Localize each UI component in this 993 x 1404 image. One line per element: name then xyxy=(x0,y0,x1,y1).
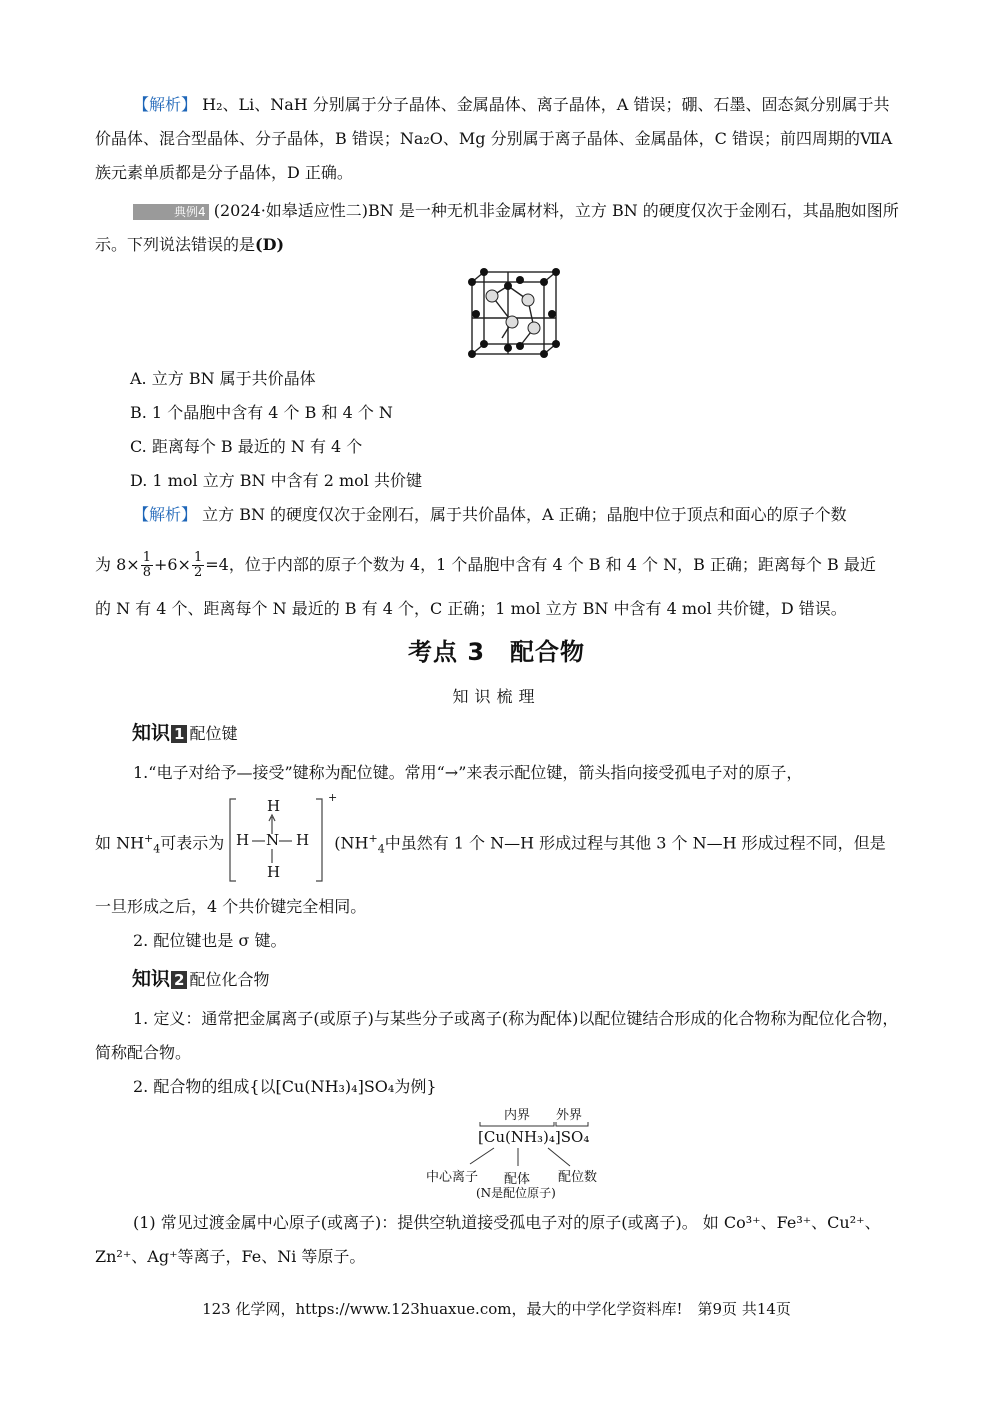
option-b: B. 1 个晶胞中含有 4 个 B 和 4 个 N xyxy=(130,403,393,422)
knowledge-1-p3: 一旦形成之后，4 个共价键完全相同。 xyxy=(95,897,367,916)
knowledge-2-p3: (1) 常见过渡金属中心原子(或离子)：提供空轨道接受孤电子对的原子(或离子)。 如 Co³⁺、Fe³⁺、Cu²⁺、Zn²⁺、Ag⁺等离子，Fe、Ni 等原子。 xyxy=(95,1213,881,1266)
knowledge-2-heading xyxy=(132,964,269,991)
example-text: (2024·如皋适应性二)BN 是一种无机非金属材料，立方 BN 的硬度仅次于金刚石，其晶胞如图所示。下列说法错误的是 xyxy=(95,201,899,254)
ion-charge: + xyxy=(144,832,154,845)
example-badge: 典例4 xyxy=(133,204,209,220)
knowledge-label: 知识 xyxy=(132,968,171,990)
central-ion-label: 中心离子 xyxy=(426,1170,479,1185)
analysis-tag: 【解析】 xyxy=(133,505,198,524)
knowledge-1-p1: 1.“电子对给予—接受”键称为配位键。常用“→”来表示配位键，箭头指向接受孤电子对的原子， xyxy=(133,763,803,782)
fraction-1-8 xyxy=(141,551,153,580)
formula-part: 为 8× xyxy=(95,555,140,574)
analysis-paragraph-2-line3: 的 N 有 4 个、距离每个 N 最近的 B 有 4 个，C 正确；1 mol 立方 BN 中含有 4 mol 共价键，D 错误。 xyxy=(95,599,847,618)
numerator: 1 xyxy=(142,550,151,565)
ion-charge: + xyxy=(368,832,378,845)
analysis-text: 立方 BN 的硬度仅次于金刚石，属于共价晶体，A 正确；晶胞中位于顶点和面心的原子个数 xyxy=(202,505,847,524)
atom-h-bottom: H xyxy=(267,863,281,881)
complex-formula: [Cu(NH₃)₄]SO₄ xyxy=(478,1128,590,1146)
knowledge-number: 2 xyxy=(171,971,187,989)
option-a: A. 立方 BN 属于共价晶体 xyxy=(130,369,316,388)
knowledge-title: 配位键 xyxy=(189,724,238,743)
ligand-label: 配体 xyxy=(504,1172,531,1187)
charge-plus: + xyxy=(328,791,338,804)
ammonium-structure xyxy=(228,791,338,883)
inner-sphere-label: 内界 xyxy=(504,1108,531,1123)
analysis-paragraph-1 xyxy=(95,88,905,190)
knowledge-number: 1 xyxy=(171,725,187,743)
text: 可表示为 xyxy=(160,833,225,853)
outer-sphere-label: 外界 xyxy=(556,1108,583,1123)
coordinating-atom-note: (N是配位原子) xyxy=(476,1186,556,1200)
option-d: D. 1 mol 立方 BN 中含有 2 mol 共价键 xyxy=(130,471,422,490)
page-footer: 123 化学网，https://www.123huaxue.com，最大的中学化学资料库! 第9页 共14页 xyxy=(202,1300,791,1318)
numerator: 1 xyxy=(193,550,203,565)
section-title: 考点 3 配合物 xyxy=(407,638,586,666)
analysis-paragraph-2-line1 xyxy=(95,498,905,532)
formula-part: +6× xyxy=(153,555,191,574)
knowledge-title: 配位化合物 xyxy=(189,970,270,989)
knowledge-1-p2 xyxy=(95,822,905,867)
coordination-number-label: 配位数 xyxy=(558,1170,598,1185)
fraction-1-2 xyxy=(192,551,204,580)
atom-n-center: N xyxy=(266,831,280,849)
analysis-paragraph-2-line2 xyxy=(95,548,905,582)
knowledge-label: 知识 xyxy=(132,722,171,744)
section-subtitle: 知识梳理 xyxy=(452,687,541,706)
option-c: C. 距离每个 B 最近的 N 有 4 个 xyxy=(130,437,363,456)
knowledge-2-p2: 2. 配合物的组成{以[Cu(NH₃)₄]SO₄为例} xyxy=(133,1077,437,1096)
knowledge-2-p1: 1. 定义：通常把金属离子(或原子)与某些分子或离子(称为配体)以配位键结合形成的化合物称为配位化合物，简称配合物。 xyxy=(95,1009,899,1062)
formula-part: =4，位于内部的原子个数为 4，1 个晶胞中含有 4 个 B 和 4 个 N，B 正确；距离每个 B 最近 xyxy=(205,555,876,574)
text: 如 NH xyxy=(95,833,145,853)
analysis-text: H₂、Li、NaH 分别属于分子晶体、金属晶体、离子晶体，A 错误；硼、石墨、固态氮分别属于共价晶体、混合型晶体、分子晶体，B 错误；Na₂O、Mg 分别属于离子晶体、金属晶体，C 错误；前四周期的ⅦA 族元素单质都是分子晶体，D 正确。 xyxy=(95,95,893,182)
ion-subscript: 4 xyxy=(377,842,385,856)
analysis-tag: 【解析】 xyxy=(133,95,198,114)
atom-h-right: H xyxy=(296,831,310,849)
atom-h-top: H xyxy=(267,797,281,815)
text: (NH xyxy=(334,833,369,853)
denominator: 8 xyxy=(142,565,151,580)
bn-crystal-cell-figure xyxy=(462,266,566,360)
text: 中虽然有 1 个 N—H 形成过程与其他 3 个 N—H 形成过程不同，但是 xyxy=(384,833,886,853)
denominator: 2 xyxy=(193,565,203,580)
example-answer: (D) xyxy=(255,235,285,254)
knowledge-1-heading xyxy=(132,718,237,745)
ion-subscript: 4 xyxy=(153,842,161,856)
example-4-question xyxy=(95,194,905,262)
atom-h-left: H xyxy=(236,831,250,849)
complex-composition-diagram xyxy=(420,1104,610,1204)
knowledge-1-p4: 2. 配位键也是 σ 键。 xyxy=(133,931,287,950)
